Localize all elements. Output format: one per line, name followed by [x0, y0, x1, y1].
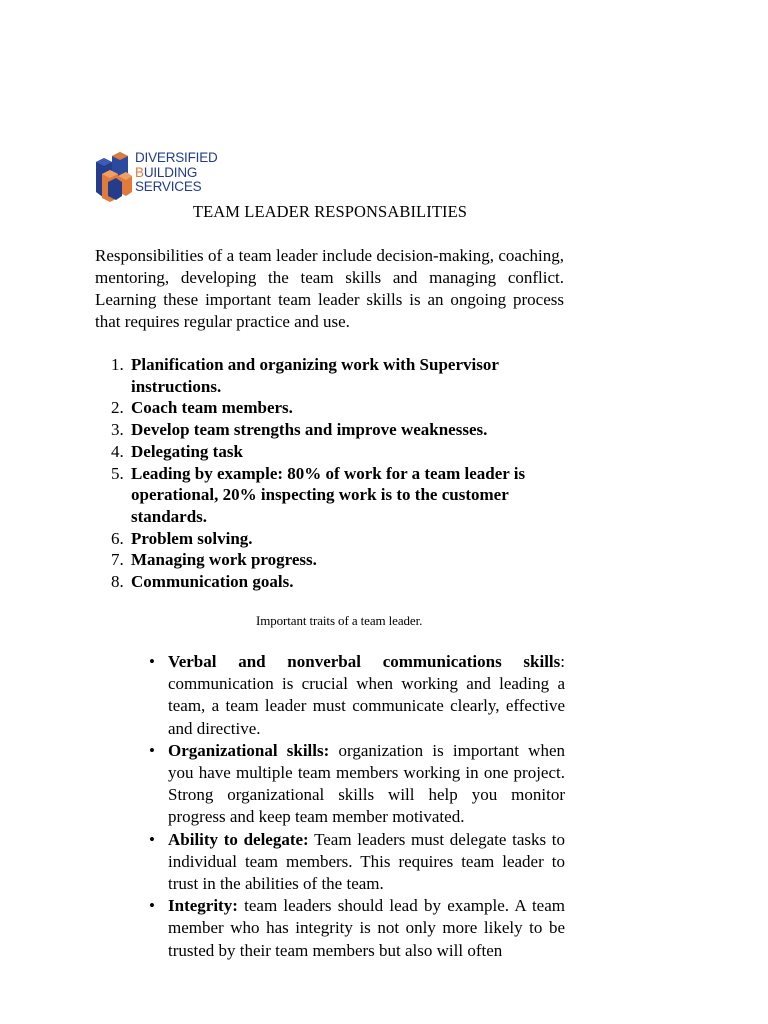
bullet-icon: • [149, 740, 155, 760]
bullet-icon: • [149, 652, 155, 671]
list-item [95, 419, 555, 441]
list-item-number: 2. [111, 398, 124, 418]
list-item-text: Communication goals. [131, 572, 294, 592]
list-item [95, 528, 555, 550]
trait-text: organization is important when you have multiple team members working in one project. Strong organizational skills will help you monitor progress and keep team member motivated. [168, 740, 566, 827]
logo-line-1: DIVERSIFIED [135, 150, 218, 165]
trait-label: Ability to delegate: [168, 829, 309, 849]
list-item [147, 829, 565, 896]
list-item [95, 463, 555, 528]
list-item [147, 651, 565, 740]
list-item-number: 6. [111, 528, 124, 548]
list-item [95, 549, 555, 571]
document-title: TEAM LEADER RESPONSABILITIES [192, 202, 468, 221]
list-item [95, 397, 555, 419]
intro-paragraph: Responsibilities of a team leader include decision-making, coaching, mentoring, developing the team skills and managing conflict. Learning these important team leader skills is an ongoing process that requires regular practice and use. [95, 246, 564, 331]
logo-wordmark [135, 151, 218, 195]
list-item-text: Problem solving. [131, 528, 253, 548]
logo-line-2 [135, 166, 218, 181]
building-blocks-icon [94, 148, 134, 202]
trait-text: Team leaders must delegate tasks to individual team members. This requires team leader to trust in the abilities of the team. [168, 829, 565, 894]
bullet-icon: • [149, 896, 155, 916]
list-item [95, 354, 555, 397]
list-item-number: 4. [111, 441, 124, 461]
list-item-text: Leading by example: 80% of work for a team leader is operational, 20% inspecting work is to the customer standards. [131, 463, 526, 526]
list-item-number: 8. [111, 572, 124, 592]
list-item-text: Develop team strengths and improve weaknesses. [131, 420, 488, 440]
list-item [95, 571, 555, 593]
list-item-text: Managing work progress. [131, 550, 317, 570]
traits-caption: Important traits of a team leader. [256, 613, 423, 628]
logo-line-2-initial: B [135, 164, 144, 180]
logo-line-3: SERVICES [135, 179, 202, 194]
list-item-text: Planification and organizing work with Supervisor instructions. [131, 355, 499, 396]
company-logo [94, 148, 234, 202]
trait-label: Organizational skills: [168, 740, 330, 760]
trait-text: communication is crucial when working and leading a team, a team leader must communicate clearly, effective and directive. [168, 674, 565, 738]
trait-label: Verbal and nonverbal communications skills [168, 652, 561, 671]
list-item [147, 740, 565, 829]
list-item-text: Delegating task [131, 441, 243, 461]
list-item-number: 5. [111, 463, 124, 483]
list-item [147, 895, 565, 962]
list-item [95, 441, 555, 463]
traits-list [147, 651, 565, 962]
logo-line-2-rest: UILDING [143, 164, 198, 180]
trait-separator: : [560, 652, 565, 671]
list-item-number: 7. [111, 550, 124, 570]
list-item-number: 3. [111, 420, 124, 440]
trait-text: team leaders should lead by example. A team member who has integrity is not only more likely to be trusted by their team members but also will often [168, 896, 565, 960]
trait-label: Integrity: [168, 896, 238, 916]
bullet-icon: • [149, 829, 155, 849]
responsibilities-list [95, 354, 555, 593]
list-item-text: Coach team members. [131, 398, 293, 418]
list-item-number: 1. [111, 355, 124, 374]
